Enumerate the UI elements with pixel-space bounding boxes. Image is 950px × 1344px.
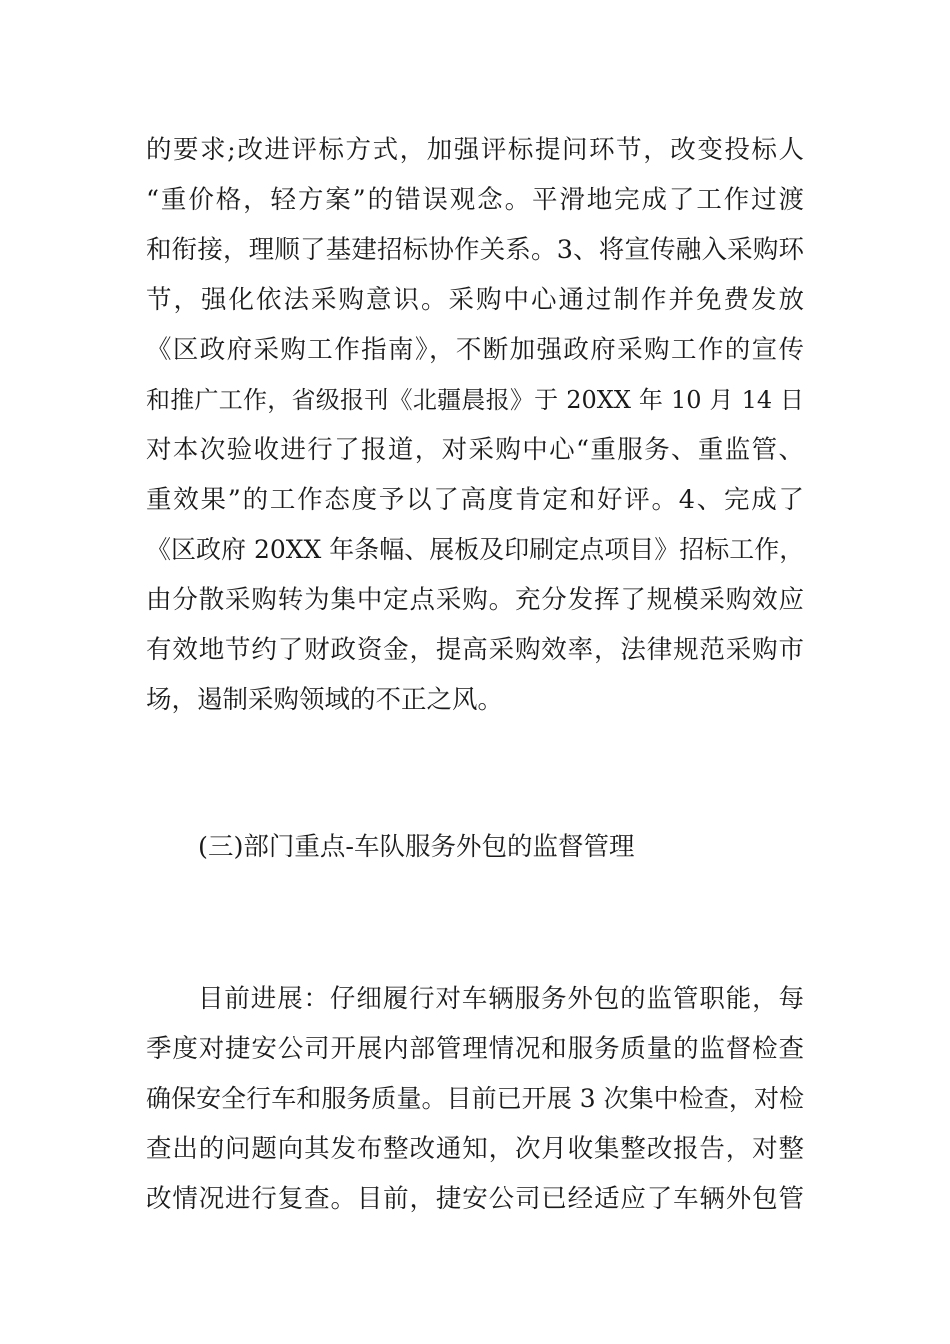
paragraph-2-line-3: 确保安全行车和服务质量。目前已开展 3 次集中检查，对检 (146, 1084, 804, 1113)
paragraph-1-line-4: 节，强化依法采购意识。采购中心通过制作并免费发放 (146, 285, 804, 315)
paragraph-1-line-10: 由分散采购转为集中定点采购。充分发挥了规模采购效应 (146, 585, 804, 615)
paragraph-2-line-4: 查出的问题向其发布整改通知，次月收集整改报告，对整 (146, 1134, 804, 1164)
paragraph-1-line-12: 场，遏制采购领域的不正之风。 (146, 685, 504, 715)
paragraph-1-line-6: 和推广工作，省级报刊《北疆晨报》于 20XX 年 10 月 14 日 (146, 386, 804, 414)
paragraph-2-line-5: 改情况进行复查。目前，捷安公司已经适应了车辆外包管 (146, 1184, 804, 1214)
paragraph-1-line-7: 对本次验收进行了报道，对采购中心“重服务、重监管、 (146, 435, 804, 465)
paragraph-1-line-8: 重效果”的工作态度予以了高度肯定和好评。4、完成了 (146, 485, 804, 515)
paragraph-2-line-2: 季度对捷安公司开展内部管理情况和服务质量的监督检查 (146, 1034, 804, 1064)
paragraph-1-line-5: 《区政府采购工作指南》，不断加强政府采购工作的宣传 (146, 335, 804, 365)
paragraph-1-line-1: 的要求;改进评标方式，加强评标提问环节，改变投标人 (146, 135, 804, 165)
paragraph-1-line-3: 和衔接，理顺了基建招标协作关系。3、将宣传融入采购环 (146, 235, 804, 265)
paragraph-1-line-9: 《区政府 20XX 年条幅、展板及印刷定点项目》招标工作， (146, 535, 804, 564)
section-heading: (三)部门重点-车队服务外包的监督管理 (198, 832, 635, 862)
paragraph-2-line-1: 目前进展：仔细履行对车辆服务外包的监管职能，每 (198, 984, 804, 1014)
paragraph-1-line-2: “重价格，轻方案”的错误观念。平滑地完成了工作过渡 (146, 185, 804, 215)
paragraph-1-line-11: 有效地节约了财政资金，提高采购效率，法律规范采购市 (146, 635, 804, 665)
